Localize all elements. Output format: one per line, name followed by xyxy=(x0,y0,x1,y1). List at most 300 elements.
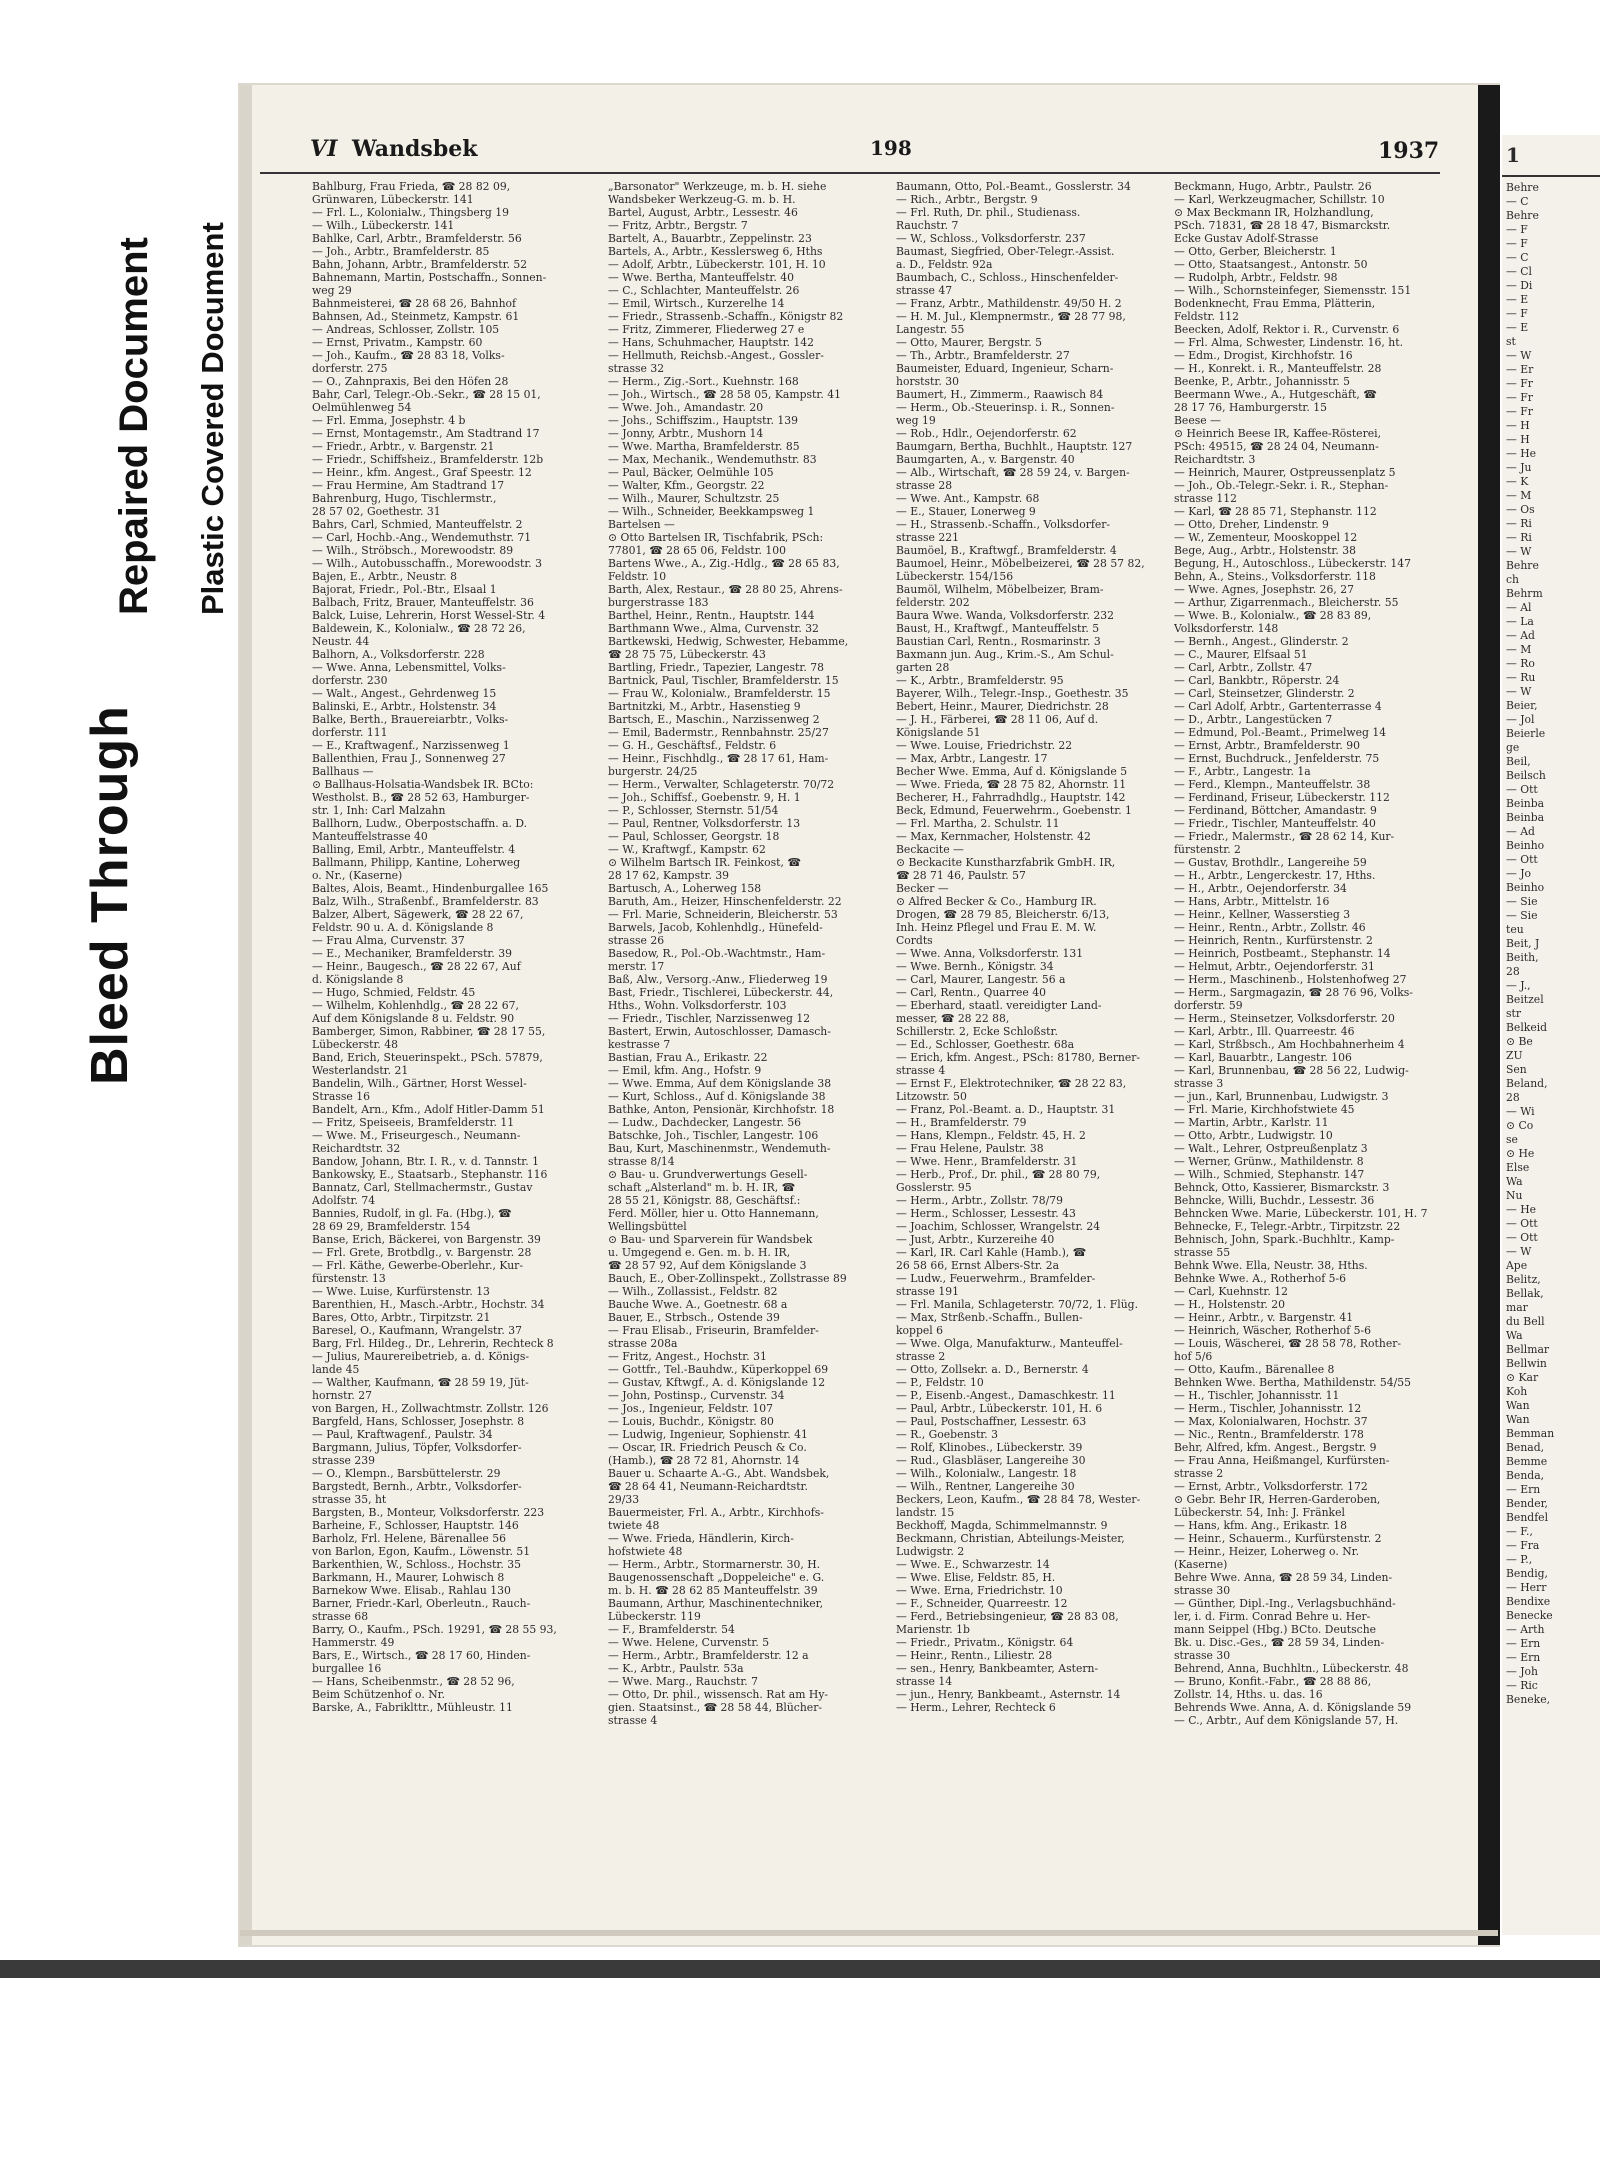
directory-entry: Rauchstr. 7 xyxy=(896,219,959,232)
directory-entry: — Friedr., Schiffsheiz., Bramfelderstr. 12b xyxy=(312,453,544,466)
directory-entry: Gosslerstr. 95 xyxy=(896,1181,972,1194)
directory-entry: — Wilh., Autobusschaffn., Morewoodstr. 3 xyxy=(312,557,543,570)
directory-entry: — Ern xyxy=(1506,1651,1541,1664)
section-title: Wandsbek xyxy=(352,136,478,162)
directory-entry: ZU xyxy=(1506,1049,1523,1062)
directory-entry: — Ad xyxy=(1506,629,1535,642)
directory-entry: — Wwe. Henr., Bramfelderstr. 31 xyxy=(896,1155,1078,1168)
directory-entry: Baumgarn, Bertha, Buchhlt., Hauptstr. 127 xyxy=(896,440,1133,453)
directory-entry: — Di xyxy=(1506,279,1533,292)
directory-entry: Feldstr. 112 xyxy=(1174,310,1239,323)
directory-entry: — Herm., Arbtr., Stormarnerstr. 30, H. xyxy=(608,1558,821,1571)
directory-entry: Behnck, Otto, Kassierer, Bismarckstr. 3 xyxy=(1174,1181,1390,1194)
directory-entry: — H., Arbtr., Oejendorferstr. 34 xyxy=(1174,882,1347,895)
directory-entry: Behr, Alfred, kfm. Angest., Bergstr. 9 xyxy=(1174,1441,1377,1454)
directory-entry: Barheine, F., Schlosser, Hauptstr. 146 xyxy=(312,1519,519,1532)
directory-entry: — W xyxy=(1506,545,1532,558)
directory-entry: du Bell xyxy=(1506,1315,1545,1328)
directory-entry: Ballhorn, Ludw., Oberpostschaffn. a. D. xyxy=(312,817,528,830)
directory-entry: Beermann Wwe., A., Hutgeschäft, ☎ xyxy=(1174,388,1377,401)
directory-entry: — Joh., Schiffsf., Goebenstr. 9, H. 1 xyxy=(608,791,801,804)
directory-entry: — Oscar, IR. Friedrich Peusch & Co. xyxy=(608,1441,807,1454)
directory-entry: — H., Arbtr., Lengerckestr. 17, Hths. xyxy=(1174,869,1376,882)
directory-entry: — Alb., Wirtschaft, ☎ 28 59 24, v. Bargen- xyxy=(896,466,1130,479)
directory-entry: — Joh., Ob.-Telegr.-Sekr. i. R., Stephan- xyxy=(1174,479,1389,492)
directory-entry: — Ernst, Privatm., Kampstr. 60 xyxy=(312,336,483,349)
directory-entry: — Werner, Grünw., Mathildenstr. 8 xyxy=(1174,1155,1364,1168)
directory-entry: Langestr. 55 xyxy=(896,323,965,336)
directory-entry: Wa xyxy=(1506,1175,1523,1188)
directory-entry: Batschke, Joh., Tischler, Langestr. 106 xyxy=(608,1129,819,1142)
directory-entry: o. Nr., (Kaserne) xyxy=(312,869,403,882)
directory-entry: Bartusch, A., Loherweg 158 xyxy=(608,882,762,895)
directory-entry: Baumöel, B., Kraftwgf., Bramfelderstr. 4 xyxy=(896,544,1117,557)
directory-entry: Zollstr. 14, Hths. u. das. 16 xyxy=(1174,1688,1323,1701)
directory-entry: strasse 30 xyxy=(1174,1649,1231,1662)
directory-entry: — F xyxy=(1506,237,1528,250)
directory-entry: Bargfeld, Hans, Schlosser, Josephstr. 8 xyxy=(312,1415,525,1428)
directory-entry: Westholst. B., ☎ 28 52 63, Hamburger- xyxy=(312,791,530,804)
directory-entry: Grünwaren, Lübeckerstr. 141 xyxy=(312,193,474,206)
directory-entry: Bahnsen, Ad., Steinmetz, Kampstr. 61 xyxy=(312,310,520,323)
directory-entry: — F., xyxy=(1506,1525,1533,1538)
directory-entry: Koh xyxy=(1506,1385,1528,1398)
directory-entry: — Jonny, Arbtr., Mushorn 14 xyxy=(608,427,764,440)
directory-entry: — G. H., Geschäftsf., Feldstr. 6 xyxy=(608,739,777,752)
directory-entry: ⊙ Bau- und Sparverein für Wandsbek xyxy=(608,1233,813,1246)
directory-entry: Bodenknecht, Frau Emma, Plätterin, xyxy=(1174,297,1376,310)
directory-entry: Baura Wwe. Wanda, Volksdorferstr. 232 xyxy=(896,609,1114,622)
directory-entry: — Ed., Schlosser, Goethestr. 68a xyxy=(896,1038,1075,1051)
directory-entry: — La xyxy=(1506,615,1534,628)
directory-column-1 xyxy=(312,180,596,1920)
directory-entry: Baumert, H., Zimmerm., Raawisch 84 xyxy=(896,388,1104,401)
directory-entry: Feldstr. 90 u. A. d. Königslande 8 xyxy=(312,921,494,934)
directory-entry: felderstr. 202 xyxy=(896,596,970,609)
directory-entry: — Ernst, Buchdruck., Jenfelderstr. 75 xyxy=(1174,752,1380,765)
directory-entry: — Wilh., Rentner, Langereihe 30 xyxy=(896,1480,1075,1493)
directory-entry: — Karl, Bauarbtr., Langestr. 106 xyxy=(1174,1051,1352,1064)
directory-entry: Belkeid xyxy=(1506,1021,1548,1034)
directory-entry: ⊙ Beckacite Kunstharzfabrik GmbH. IR, xyxy=(896,856,1116,869)
directory-entry: Barkmann, H., Maurer, Lohwisch 8 xyxy=(312,1571,505,1584)
directory-entry: Bannatz, Carl, Stellmachermstr., Gustav xyxy=(312,1181,533,1194)
directory-entry: Volksdorferstr. 148 xyxy=(1174,622,1279,635)
directory-entry: — Herb., Prof., Dr. phil., ☎ 28 80 79, xyxy=(896,1168,1101,1181)
page-background-top xyxy=(0,0,1600,50)
directory-entry: — Ott xyxy=(1506,853,1538,866)
directory-entry: Schillerstr. 2, Ecke Schloßstr. xyxy=(896,1025,1058,1038)
directory-entry: Bebert, Heinr., Maurer, Diedrichstr. 28 xyxy=(896,700,1109,713)
directory-entry: — Heinr., Fischhdlg., ☎ 28 17 61, Ham- xyxy=(608,752,829,765)
directory-entry: — Ernst, Arbtr., Volksdorferstr. 172 xyxy=(1174,1480,1368,1493)
directory-entry: von Bargen, H., Zollwachtmstr. Zollstr. 126 xyxy=(312,1402,549,1415)
directory-entry: — Heinrich, Rentn., Kurfürstenstr. 2 xyxy=(1174,934,1373,947)
directory-entry: dorferstr. 275 xyxy=(312,362,388,375)
directory-column-4 xyxy=(1174,180,1470,1920)
directory-entry: Bajorat, Friedr., Pol.-Btr., Elsaal 1 xyxy=(312,583,497,596)
directory-entry: ⊙ Kar xyxy=(1506,1371,1539,1384)
directory-entry: Bartsch, E., Maschin., Narzissenweg 2 xyxy=(608,713,820,726)
directory-entry: — Ju xyxy=(1506,461,1532,474)
directory-entry: — Wwe. Emma, Auf dem Königslande 38 xyxy=(608,1077,832,1090)
directory-entry: — Herm., Schlosser, Lessestr. 43 xyxy=(896,1207,1076,1220)
directory-entry: ⊙ Heinrich Beese IR, Kaffee-Rösterei, xyxy=(1174,427,1382,440)
directory-entry: — Karl, Werkzeugmacher, Schillstr. 10 xyxy=(1174,193,1385,206)
directory-entry: Beckacite — xyxy=(896,843,964,856)
directory-entry: strasse 2 xyxy=(896,1350,946,1363)
directory-entry: — Wwe. Bertha, Manteuffelstr. 40 xyxy=(608,271,794,284)
directory-entry: — Frl. Marie, Schneiderin, Bleicherstr. 53 xyxy=(608,908,838,921)
directory-entry: strasse 32 xyxy=(608,362,665,375)
directory-entry: Balzer, Albert, Sägewerk, ☎ 28 22 67, xyxy=(312,908,524,921)
directory-entry: — Wwe. Agnes, Josephstr. 26, 27 xyxy=(1174,583,1354,596)
directory-entry: — Cl xyxy=(1506,265,1532,278)
directory-entry: Behn, A., Steins., Volksdorferstr. 118 xyxy=(1174,570,1376,583)
facing-page-header: 1 xyxy=(1502,135,1600,177)
directory-entry: — Gustav, Brothdlr., Langereihe 59 xyxy=(1174,856,1367,869)
directory-entry: — Wwe. Frieda, Händlerin, Kirch- xyxy=(608,1532,794,1545)
directory-entry: — Wwe. Anna, Lebensmittel, Volks- xyxy=(312,661,506,674)
directory-entry: ⊙ He xyxy=(1506,1147,1535,1160)
directory-entry: Bahn, Johann, Arbtr., Bramfelderstr. 52 xyxy=(312,258,528,271)
directory-entry: Behncken Wwe. Marie, Lübeckerstr. 101, H. 7 xyxy=(1174,1207,1428,1220)
directory-entry: Beneke, xyxy=(1506,1693,1551,1706)
directory-entry: ⊙ Alfred Becker & Co., Hamburg IR. xyxy=(896,895,1097,908)
directory-entry: Baumeister, Eduard, Ingenieur, Scharn- xyxy=(896,362,1114,375)
directory-entry: — Wilh., Maurer, Schultzstr. 25 xyxy=(608,492,780,505)
directory-entry: — Wilh., Kolonialw., Langestr. 18 xyxy=(896,1467,1077,1480)
directory-entry: — Günther, Dipl.-Ing., Verlagsbuchhänd- xyxy=(1174,1597,1396,1610)
directory-entry: — Eberhard, staatl. vereidigter Land- xyxy=(896,999,1102,1012)
directory-entry: Bellwin xyxy=(1506,1357,1547,1370)
directory-entry: — H., Konrekt. i. R., Manteuffelstr. 28 xyxy=(1174,362,1382,375)
directory-entry: — Friedr., Tischler, Narzissenweg 12 xyxy=(608,1012,811,1025)
directory-entry: ⊙ Co xyxy=(1506,1119,1534,1132)
directory-entry: — Heinr., Heizer, Loherweg o. Nr. xyxy=(1174,1545,1360,1558)
directory-entry: Drogen, ☎ 28 79 85, Bleicherstr. 6/13, xyxy=(896,908,1110,921)
directory-entry: — Carl, Rentn., Quarree 40 xyxy=(896,986,1046,999)
directory-entry: Behrm xyxy=(1506,587,1543,600)
directory-entry: Baltes, Alois, Beamt., Hindenburgallee 165 xyxy=(312,882,549,895)
directory-entry: — Frl. Grete, Brotbdlg., v. Bargenstr. 28 xyxy=(312,1246,532,1259)
directory-entry: Bartling, Friedr., Tapezier, Langestr. 78 xyxy=(608,661,824,674)
directory-entry: Lübeckerstr. 54, Inh: J. Fränkel xyxy=(1174,1506,1345,1519)
directory-entry: strasse 47 xyxy=(896,284,953,297)
directory-entry: Beil, xyxy=(1506,755,1531,768)
directory-entry: — Carl, Hochb.-Ang., Wendemuthstr. 71 xyxy=(312,531,532,544)
directory-entry: hof 5/6 xyxy=(1174,1350,1213,1363)
directory-entry: — Fritz, Angest., Hochstr. 31 xyxy=(608,1350,767,1363)
directory-entry: Marienstr. 1b xyxy=(896,1623,970,1636)
directory-entry: Beinba xyxy=(1506,797,1545,810)
directory-entry: — Herm., Lehrer, Rechteck 6 xyxy=(896,1701,1056,1714)
directory-entry: — Carl Adolf, Arbtr., Gartenterrasse 4 xyxy=(1174,700,1382,713)
directory-entry: — K., Arbtr., Paulstr. 53a xyxy=(608,1662,744,1675)
directory-entry: — Wwe. M., Friseurgesch., Neumann- xyxy=(312,1129,521,1142)
directory-entry: 29/33 xyxy=(608,1493,640,1506)
directory-entry: — Herm., Steinsetzer, Volksdorferstr. 20 xyxy=(1174,1012,1395,1025)
book-gutter xyxy=(1478,85,1500,1945)
directory-entry: — Jos., Ingenieur, Feldstr. 107 xyxy=(608,1402,773,1415)
directory-entry: 28 17 76, Hamburgerstr. 15 xyxy=(1174,401,1327,414)
directory-entry: Else xyxy=(1506,1161,1530,1174)
directory-entry: (Hamb.), ☎ 28 72 81, Ahornstr. 14 xyxy=(608,1454,800,1467)
directory-entry: — H xyxy=(1506,433,1530,446)
directory-entry: — Paul, Rentner, Volksdorferstr. 13 xyxy=(608,817,801,830)
directory-entry: — Wilh., Schornsteinfeger, Siemensstr. 151 xyxy=(1174,284,1412,297)
directory-entry: — jun., Henry, Bankbeamt., Asternstr. 14 xyxy=(896,1688,1121,1701)
directory-entry: — E., Stauer, Lonerweg 9 xyxy=(896,505,1036,518)
directory-entry: — Sie xyxy=(1506,909,1538,922)
directory-entry: Barth, Alex, Restaur., ☎ 28 80 25, Ahrens- xyxy=(608,583,843,596)
directory-entry: 77801, ☎ 28 65 06, Feldstr. 100 xyxy=(608,544,787,557)
directory-entry: Beckhoff, Magda, Schimmelmannstr. 9 xyxy=(896,1519,1108,1532)
directory-entry: — Emil, Badermstr., Rennbahnstr. 25/27 xyxy=(608,726,829,739)
directory-entry: — Fr xyxy=(1506,405,1533,418)
directory-entry: Behre xyxy=(1506,209,1539,222)
directory-entry: — F xyxy=(1506,223,1528,236)
directory-entry: — John, Postinsp., Curvenstr. 34 xyxy=(608,1389,785,1402)
directory-entry: — W xyxy=(1506,349,1532,362)
directory-entry: — Max, Kernmacher, Holstenstr. 42 xyxy=(896,830,1091,843)
directory-entry: — Louis, Buchdr., Königstr. 80 xyxy=(608,1415,774,1428)
directory-entry: Behrends Wwe. Anna, A. d. Königslande 59 xyxy=(1174,1701,1412,1714)
directory-entry: — Otto, Maurer, Bergstr. 5 xyxy=(896,336,1042,349)
directory-entry: — Frau Alma, Curvenstr. 37 xyxy=(312,934,465,947)
directory-entry: str. 1, Inh: Carl Malzahn xyxy=(312,804,446,817)
directory-entry: — F., Bramfelderstr. 54 xyxy=(608,1623,735,1636)
directory-entry: — Otto, Staatsangest., Antonstr. 50 xyxy=(1174,258,1368,271)
directory-entry: — Julius, Maurereibetrieb, a. d. Königs- xyxy=(312,1350,530,1363)
directory-entry: Cordts xyxy=(896,934,933,947)
directory-entry: — O., Klempn., Barsbüttelerstr. 29 xyxy=(312,1467,501,1480)
directory-entry: — Erich, kfm. Angest., PSch: 81780, Berner- xyxy=(896,1051,1141,1064)
directory-entry: — Frl. Käthe, Gewerbe-Oberlehr., Kur- xyxy=(312,1259,523,1272)
directory-entry: — Ferd., Betriebsingenieur, ☎ 28 83 08, xyxy=(896,1610,1119,1623)
directory-entry: — Frau Elisab., Friseurin, Bramfelder- xyxy=(608,1324,819,1337)
directory-entry: Benecke xyxy=(1506,1609,1553,1622)
directory-entry: — Wwe. Luise, Kurfürstenstr. 13 xyxy=(312,1285,490,1298)
directory-entry: — Wwe. Olga, Manufakturw., Manteuffel- xyxy=(896,1337,1123,1350)
directory-entry: — Louis, Wäscherei, ☎ 28 58 78, Rother- xyxy=(1174,1337,1402,1350)
directory-entry: Bartens Wwe., A., Zig.-Hdlg., ☎ 28 65 83, xyxy=(608,557,840,570)
directory-entry: — Er xyxy=(1506,363,1534,376)
directory-entry: — K xyxy=(1506,475,1529,488)
directory-entry: — Karl, Strßbsch., Am Hochbahnerheim 4 xyxy=(1174,1038,1405,1051)
directory-entry: — P., xyxy=(1506,1553,1533,1566)
directory-entry: — Ferdinand, Böttcher, Amandastr. 9 xyxy=(1174,804,1377,817)
directory-entry: gien. Staatsinst., ☎ 28 58 44, Blücher- xyxy=(608,1701,823,1714)
directory-entry: Oelmühlenweg 54 xyxy=(312,401,412,414)
directory-entry: Barholz, Frl. Helene, Bärenallee 56 xyxy=(312,1532,506,1545)
directory-entry: Belitz, xyxy=(1506,1273,1541,1286)
directory-entry: Bk. u. Disc.-Ges., ☎ 28 59 34, Linden- xyxy=(1174,1636,1385,1649)
directory-entry: Balck, Luise, Lehrerin, Horst Wessel-Str. 4 xyxy=(312,609,546,622)
directory-entry: — Karl, Brunnenbau, ☎ 28 56 22, Ludwig- xyxy=(1174,1064,1409,1077)
directory-entry: — Bruno, Konfit.-Fabr., ☎ 28 88 86, xyxy=(1174,1675,1372,1688)
directory-entry: Bendixe xyxy=(1506,1595,1551,1608)
directory-entry: — Wwe. Louise, Friedrichstr. 22 xyxy=(896,739,1073,752)
directory-entry: — Emil, kfm. Ang., Hofstr. 9 xyxy=(608,1064,762,1077)
directory-entry: — Paul, Arbtr., Lübeckerstr. 101, H. 6 xyxy=(896,1402,1103,1415)
directory-entry: Bemman xyxy=(1506,1427,1555,1440)
directory-entry: — Wilhelm, Kohlenhdlg., ☎ 28 22 67, xyxy=(312,999,519,1012)
directory-entry: — Frl. Marie, Kirchhofstwiete 45 xyxy=(1174,1103,1355,1116)
directory-entry: Bargsten, B., Monteur, Volksdorferstr. 223 xyxy=(312,1506,545,1519)
directory-entry: Bartelsen — xyxy=(608,518,675,531)
directory-entry: Baumann, Arthur, Maschinentechniker, xyxy=(608,1597,824,1610)
directory-entry: — H., Strassenb.-Schaffn., Volksdorfer- xyxy=(896,518,1111,531)
directory-entry: — Otto, Zollsekr. a. D., Bernerstr. 4 xyxy=(896,1363,1089,1376)
directory-entry: — Heinrich, Wäscher, Rotherhof 5-6 xyxy=(1174,1324,1372,1337)
directory-entry: — D., Arbtr., Langestücken 7 xyxy=(1174,713,1333,726)
directory-entry: — Otto, Kaufm., Bärenallee 8 xyxy=(1174,1363,1335,1376)
directory-entry: — Ernst F., Elektrotechniker, ☎ 28 22 83, xyxy=(896,1077,1127,1090)
directory-entry: Bahnmeisterei, ☎ 28 68 26, Bahnhof xyxy=(312,297,517,310)
directory-entry: — Andreas, Schlosser, Zollstr. 105 xyxy=(312,323,500,336)
directory-entry: schaft „Alsterland" m. b. H. IR, ☎ xyxy=(608,1181,796,1194)
directory-entry: Ecke Gustav Adolf-Strasse xyxy=(1174,232,1319,245)
directory-entry: — C., Arbtr., Auf dem Königslande 57, H. xyxy=(1174,1714,1399,1727)
directory-entry: — Bernh., Angest., Glinderstr. 2 xyxy=(1174,635,1349,648)
directory-entry: (Kaserne) xyxy=(1174,1558,1228,1571)
directory-entry: — Carl, Kuehnstr. 12 xyxy=(1174,1285,1288,1298)
directory-entry: — Otto, Gerber, Bleicherstr. 1 xyxy=(1174,245,1337,258)
directory-entry: Feldstr. 10 xyxy=(608,570,667,583)
directory-entry: Bandelin, Wilh., Gärtner, Horst Wessel- xyxy=(312,1077,527,1090)
directory-entry: strasse 4 xyxy=(608,1714,658,1727)
directory-entry: Bendig, xyxy=(1506,1567,1548,1580)
directory-entry: — Herm., Arbtr., Zollstr. 78/79 xyxy=(896,1194,1063,1207)
directory-entry: — Frl. Alma, Schwester, Lindenstr. 16, ht. xyxy=(1174,336,1404,349)
directory-entry: — Otto, Dreher, Lindenstr. 9 xyxy=(1174,518,1329,531)
directory-entry: Baldewein, K., Kolonialw., ☎ 28 72 26, xyxy=(312,622,526,635)
directory-entry: — Frau Hermine, Am Stadtrand 17 xyxy=(312,479,505,492)
directory-entry: — Martin, Arbtr., Karlstr. 11 xyxy=(1174,1116,1329,1129)
directory-entry: ⊙ Bau- u. Grundverwertungs Gesell- xyxy=(608,1168,808,1181)
directory-entry: — Fr xyxy=(1506,377,1533,390)
directory-entry: teu xyxy=(1506,923,1524,936)
directory-entry: — P., Eisenb.-Angest., Damaschkestr. 11 xyxy=(896,1389,1116,1402)
directory-entry: koppel 6 xyxy=(896,1324,944,1337)
directory-entry: Ferd. Möller, hier u. Otto Hannemann, xyxy=(608,1207,819,1220)
directory-entry: Beit, J xyxy=(1506,937,1540,950)
directory-entry: — Joh., Kaufm., ☎ 28 83 18, Volks- xyxy=(312,349,505,362)
directory-entry: Behre xyxy=(1506,181,1539,194)
directory-entry: — Max, Mechanik., Wendemuthstr. 83 xyxy=(608,453,817,466)
directory-entry: — Fr xyxy=(1506,391,1533,404)
directory-entry: — Wi xyxy=(1506,1105,1535,1118)
directory-entry: Manteuffelstrasse 40 xyxy=(312,830,428,843)
directory-entry: 28 xyxy=(1506,1091,1520,1104)
directory-entry: — Rich., Arbtr., Bergstr. 9 xyxy=(896,193,1038,206)
directory-entry: strasse 4 xyxy=(896,1064,946,1077)
directory-entry: Bastert, Erwin, Autoschlosser, Damasch- xyxy=(608,1025,831,1038)
directory-entry: Becher Wwe. Emma, Auf d. Königslande 5 xyxy=(896,765,1128,778)
directory-entry: — Heinr., kfm. Angest., Graf Speestr. 12 xyxy=(312,466,532,479)
directory-entry: — Walt., Angest., Gehrdenweg 15 xyxy=(312,687,497,700)
directory-entry: — Helmut, Arbtr., Oejendorferstr. 31 xyxy=(1174,960,1375,973)
directory-entry: Litzowstr. 50 xyxy=(896,1090,967,1103)
directory-entry: — Carl, Steinsetzer, Glinderstr. 2 xyxy=(1174,687,1355,700)
directory-entry: — W., Kraftwgf., Kampstr. 62 xyxy=(608,843,766,856)
directory-entry: Behnecke, F., Telegr.-Arbtr., Tirpitzstr. 22 xyxy=(1174,1220,1401,1233)
directory-entry: ge xyxy=(1506,741,1520,754)
directory-entry: Bargmann, Julius, Töpfer, Volksdorfer- xyxy=(312,1441,522,1454)
directory-entry: — Herm., Maschinenb., Holstenhofweg 27 xyxy=(1174,973,1407,986)
directory-entry: Beecken, Adolf, Rektor i. R., Curvenstr. 6 xyxy=(1174,323,1400,336)
directory-entry: Beilsch xyxy=(1506,769,1546,782)
directory-entry: — Jol xyxy=(1506,713,1535,726)
directory-entry: — Johs., Schiffszim., Hauptstr. 139 xyxy=(608,414,798,427)
directory-entry: Bauch, E., Ober-Zollinspekt., Zollstrasse 89 xyxy=(608,1272,847,1285)
directory-entry: Lübeckerstr. 154/156 xyxy=(896,570,1014,583)
directory-entry: messer, ☎ 28 22 88, xyxy=(896,1012,1010,1025)
directory-entry: — Ludw., Feuerwehrm., Bramfelder- xyxy=(896,1272,1096,1285)
directory-entry: 26 58 66, Ernst Albers-Str. 2a xyxy=(896,1259,1060,1272)
directory-entry: — Ott xyxy=(1506,1231,1538,1244)
directory-entry: — Carl, Arbtr., Zollstr. 47 xyxy=(1174,661,1313,674)
directory-entry: — Adolf, Arbtr., Lübeckerstr. 101, H. 10 xyxy=(608,258,826,271)
directory-entry: — Ernst, Arbtr., Bramfelderstr. 90 xyxy=(1174,739,1360,752)
directory-entry: Bargstedt, Bernh., Arbtr., Volksdorfer- xyxy=(312,1480,522,1493)
directory-entry: — Wwe. Martha, Bramfelderstr. 85 xyxy=(608,440,800,453)
directory-entry: — R., Goebenstr. 3 xyxy=(896,1428,999,1441)
directory-entry: — Ferd., Klempn., Manteuffelstr. 38 xyxy=(1174,778,1371,791)
directory-entry: Wan xyxy=(1506,1399,1530,1412)
directory-entry: Beckmann, Hugo, Arbtr., Paulstr. 26 xyxy=(1174,180,1372,193)
directory-entry: — Friedr., Strassenb.-Schaffn., Königstr 82 xyxy=(608,310,844,323)
directory-entry: — Herm., Zig.-Sort., Kuehnstr. 168 xyxy=(608,375,799,388)
directory-entry: Bahlke, Carl, Arbtr., Bramfelderstr. 56 xyxy=(312,232,522,245)
directory-entry: Bastian, Frau A., Erikastr. 22 xyxy=(608,1051,768,1064)
directory-entry: — sen., Henry, Bankbeamter, Astern- xyxy=(896,1662,1099,1675)
directory-entry: Bahlburg, Frau Frieda, ☎ 28 82 09, xyxy=(312,180,511,193)
directory-entry: Baruth, Am., Heizer, Hinschenfelderstr. 22 xyxy=(608,895,842,908)
directory-entry: 28 69 29, Bramfelderstr. 154 xyxy=(312,1220,471,1233)
directory-entry: Baust, H., Kraftwgf., Manteuffelstr. 5 xyxy=(896,622,1100,635)
directory-entry: — Frl. Ruth, Dr. phil., Studienass. xyxy=(896,206,1081,219)
directory-entry: — F., Arbtr., Langestr. 1a xyxy=(1174,765,1311,778)
directory-entry: — Max, Kolonialwaren, Hochstr. 37 xyxy=(1174,1415,1368,1428)
directory-entry: — Friedr., Tischler, Manteuffelstr. 40 xyxy=(1174,817,1376,830)
directory-entry: — Al xyxy=(1506,601,1532,614)
directory-entry: — Joh., Arbtr., Bramfelderstr. 85 xyxy=(312,245,490,258)
directory-entry: — Karl, IR. Carl Kahle (Hamb.), ☎ xyxy=(896,1246,1087,1259)
directory-entry: weg 29 xyxy=(312,284,352,297)
directory-entry: — Max, Strßenb.-Schaffn., Bullen- xyxy=(896,1311,1083,1324)
directory-entry: — Edm., Drogist, Kirchhofstr. 16 xyxy=(1174,349,1353,362)
directory-entry: — Rob., Hdlr., Oejendorferstr. 62 xyxy=(896,427,1077,440)
directory-entry: Balinski, E., Arbtr., Holstenstr. 34 xyxy=(312,700,497,713)
plastic-covered-label: Plastic Covered Document xyxy=(195,222,230,615)
directory-entry: — E xyxy=(1506,321,1529,334)
directory-entry: st xyxy=(1506,335,1516,348)
page-number: 198 xyxy=(870,136,912,160)
directory-entry: Bege, Aug., Arbtr., Holstenstr. 38 xyxy=(1174,544,1356,557)
directory-entry: — Frl. L., Kolonialw., Thingsberg 19 xyxy=(312,206,510,219)
directory-entry: — Karl, ☎ 28 85 71, Stephanstr. 112 xyxy=(1174,505,1377,518)
directory-entry: — F xyxy=(1506,307,1528,320)
directory-entry: — Rud., Glasbläser, Langereihe 30 xyxy=(896,1454,1086,1467)
directory-entry: — Franz, Arbtr., Mathildenstr. 49/50 H. 2 xyxy=(896,297,1122,310)
directory-entry: Behnk Wwe. Ella, Neustr. 38, Hths. xyxy=(1174,1259,1368,1272)
directory-entry: Basedow, R., Pol.-Ob.-Wachtmstr., Ham- xyxy=(608,947,826,960)
directory-entry: — Wwe. Bernh., Königstr. 34 xyxy=(896,960,1054,973)
directory-entry: Benda, xyxy=(1506,1469,1545,1482)
directory-entry: — Kurt, Schloss., Auf d. Königslande 38 xyxy=(608,1090,826,1103)
